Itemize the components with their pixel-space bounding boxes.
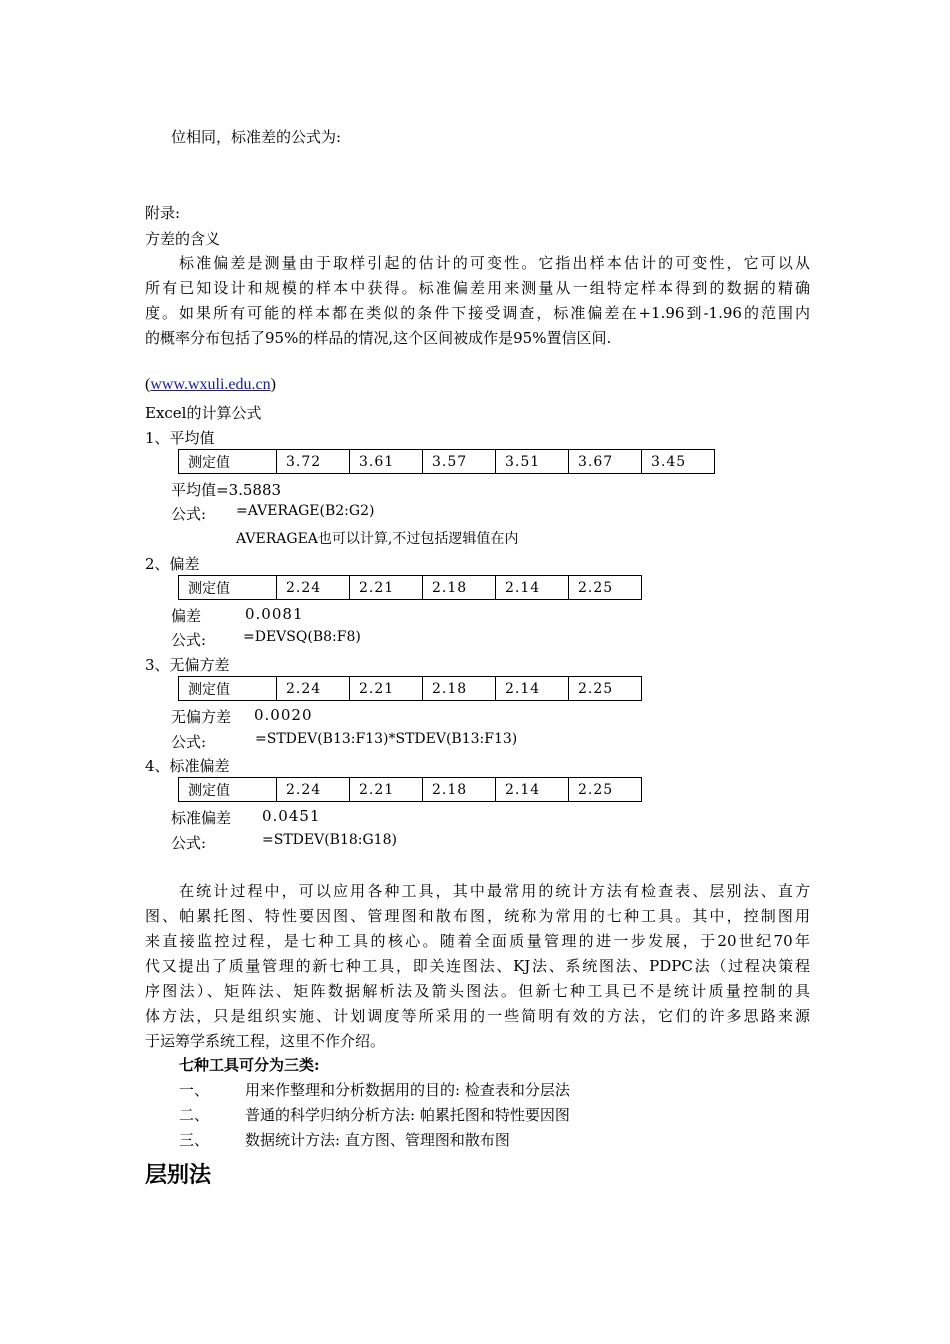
deviation-result-label: 偏差 [171,607,202,625]
value-cell: 2.24 [277,576,350,600]
table-row [179,576,642,600]
section-heading-unbiased-variance: 3、无偏方差 [145,656,230,674]
row-label: 测定值 [179,576,277,600]
value-cell: 2.25 [569,576,642,600]
intro-line: 位相同，标准差的公式为: [171,128,342,146]
category-number: 二、 [179,1106,210,1124]
paragraph-line: 度。如果所有可能的样本都在类似的条件下接受调查，标准偏差在+1.96到-1.96的范围内 [145,304,810,322]
value-cell: 2.18 [423,677,496,701]
value-cell: 3.72 [277,450,350,474]
source-link-line [145,376,276,394]
deviation-table [178,575,642,600]
table-row [179,450,715,474]
section-heading-standard-deviation: 4、标准偏差 [145,757,230,775]
value-cell: 2.14 [496,778,569,802]
value-cell: 2.14 [496,677,569,701]
category-text: 用来作整理和分析数据用的目的: 检查表和分层法 [245,1081,570,1099]
value-cell: 2.24 [277,778,350,802]
standard-deviation-formula: =STDEV(B18:G18) [262,832,397,848]
category-number: 一、 [179,1081,210,1099]
value-cell: 2.25 [569,778,642,802]
value-cell: 2.14 [496,576,569,600]
value-cell: 2.21 [350,677,423,701]
excel-heading: Excel的计算公式 [145,404,262,422]
value-cell: 2.24 [277,677,350,701]
averagea-note: AVERAGEA也可以计算,不过包括逻辑值在内 [236,531,519,547]
average-table [178,449,715,474]
standard-deviation-table [178,777,642,802]
variance-paragraph [145,251,810,351]
deviation-result-value: 0.0081 [245,605,304,623]
value-cell: 3.51 [496,450,569,474]
formula-label: 公式: [171,631,207,649]
paragraph-line: 标准偏差是测量由于取样引起的估计的可变性。它指出样本估计的可变性，它可以从 [179,254,810,272]
value-cell: 2.21 [350,778,423,802]
unbiased-variance-table [178,676,642,701]
section-heading-deviation: 2、偏差 [145,555,200,573]
link-close-paren: ) [270,376,276,393]
source-link[interactable]: www.wxuli.edu.cn [150,376,271,393]
tools-paragraph [145,879,810,1054]
value-cell: 2.21 [350,576,423,600]
row-label: 测定值 [179,677,277,701]
paragraph-line: 于运筹学系统工程，这里不作介绍。 [145,1032,386,1050]
value-cell: 3.57 [423,450,496,474]
appendix-heading: 附录: [145,204,181,222]
formula-label: 公式: [171,733,207,751]
row-label: 测定值 [179,778,277,802]
paragraph-line: 序图法）、矩阵法、矩阵数据解析法及箭头图法。但新七种工具已不是统计质量控制的具 [145,982,810,1000]
paragraph-line: 的概率分布包括了95%的样品的情况,这个区间被成作是95%置信区间. [145,329,612,347]
classify-heading: 七种工具可分为三类: [179,1056,320,1074]
appendix-subheading: 方差的含义 [145,230,221,248]
formula-label: 公式: [171,834,207,852]
table-row [179,778,642,802]
paragraph-line: 体方法，只是组织实施、计划调度等所采用的一些简明有效的方法，它们的许多思路来源 [145,1007,810,1025]
paragraph-line: 所有已知设计和规模的样本中获得。标准偏差用来测量从一组特定样本得到的数据的精确 [145,279,810,297]
paragraph-line: 图、帕累托图、特性要因图、管理图和散布图，统称为常用的七种工具。其中，控制图用 [145,907,810,925]
average-result: 平均值=3.5883 [171,481,282,499]
paragraph-line: 在统计过程中，可以应用各种工具，其中最常用的统计方法有检查表、层别法、直方 [179,882,810,900]
deviation-formula: =DEVSQ(B8:F8) [243,629,361,645]
value-cell: 2.25 [569,677,642,701]
formula-label: 公式: [171,505,207,523]
value-cell: 2.18 [423,778,496,802]
standard-deviation-result-label: 标准偏差 [171,809,232,827]
average-formula: =AVERAGE(B2:G2) [236,503,375,519]
category-text: 数据统计方法: 直方图、管理图和散布图 [245,1131,510,1149]
unbiased-variance-result-value: 0.0020 [254,706,313,724]
value-cell: 2.18 [423,576,496,600]
category-number: 三、 [179,1131,210,1149]
table-row [179,677,642,701]
section-title: 层别法 [145,1162,212,1188]
unbiased-variance-result-label: 无偏方差 [171,708,232,726]
paragraph-line: 来直接监控过程，是七种工具的核心。随着全面质量管理的进一步发展，于20世纪70年 [145,932,810,950]
section-heading-average: 1、平均值 [145,429,215,447]
row-label: 测定值 [179,450,277,474]
category-text: 普通的科学归纳分析方法: 帕累托图和特性要因图 [245,1106,570,1124]
paragraph-line: 代又提出了质量管理的新七种工具，即关连图法、KJ法、系统图法、PDPC法（过程决策程 [145,957,810,975]
unbiased-variance-formula: =STDEV(B13:F13)*STDEV(B13:F13) [255,731,518,747]
standard-deviation-result-value: 0.0451 [262,807,321,825]
value-cell: 3.45 [642,450,715,474]
value-cell: 3.61 [350,450,423,474]
link-open-paren: ( [145,376,151,393]
value-cell: 3.67 [569,450,642,474]
